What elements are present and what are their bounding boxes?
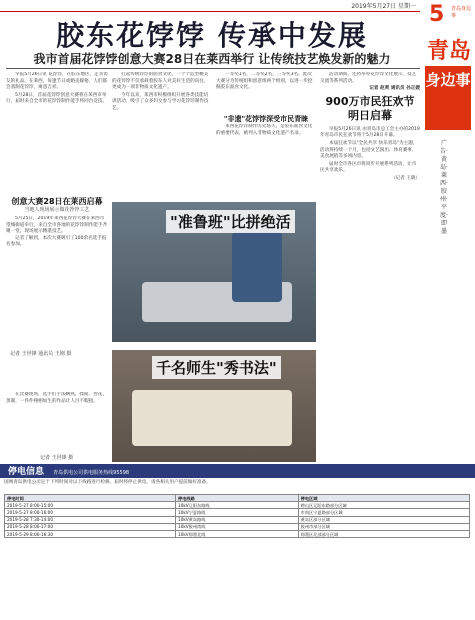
photo-craftsman bbox=[112, 202, 316, 342]
table-cell: 即墨区北部部分区域 bbox=[298, 531, 469, 538]
main-subheadline: 我市首届花饽饽创意大赛28日在莱西举行 让传统技艺焕发新的魅力 bbox=[33, 52, 391, 66]
table-cell: 2019-5-27 8:00-16:00 bbox=[5, 509, 176, 516]
table-cell: 10kV胶州湾线 bbox=[176, 523, 299, 530]
outage-table bbox=[4, 494, 470, 538]
table-cell: 2019-5-28 8:00-17:00 bbox=[5, 523, 176, 530]
table-cell: 市南区宁夏路部分区域 bbox=[298, 509, 469, 516]
table-row bbox=[5, 502, 470, 509]
paragraph: 5月28日，首届花饽饽创意大赛将在莱西市举行，届时来自全市的花饽饽制作能手将同台竞技。 bbox=[6, 92, 108, 105]
article-column-1c bbox=[6, 392, 108, 462]
paragraph: 本届狂欢节以"全民共享 快乐青岛"为主题，活动将持续一个月，包括文艺演出、体育赛事、美食展销等多项内容。 bbox=[320, 140, 418, 160]
paragraph: 记者了解到，本次大赛吸引了100余名选手报名参加。 bbox=[6, 235, 107, 248]
column-header: 停电线路 bbox=[176, 495, 299, 502]
article-column-4 bbox=[320, 72, 420, 402]
table-cell: 黄岛区部分区域 bbox=[298, 516, 469, 523]
paragraph: 今年以来，莱西市积极组织开展各类技能培训活动，吸引了众多妇女参与学习花饽饽制作技艺。 bbox=[112, 92, 209, 111]
photo-byline: 记者 王世锋 摄 bbox=[40, 455, 74, 461]
table-cell: 10kV即墨北线 bbox=[176, 531, 299, 538]
column-header: 停电区域 bbox=[298, 495, 469, 502]
section-brand: 青岛 bbox=[427, 39, 472, 64]
table-row bbox=[5, 523, 470, 530]
divider bbox=[6, 68, 420, 69]
subsection-subheading: 当地人现场展示做花饽饽工艺 bbox=[24, 207, 90, 213]
paragraph: 打起传统饽饽的面食文化，一个个造型精美的花饽饽不仅承载着胶东人对美好生活的向往，更成为一项非物质文化遗产。 bbox=[112, 72, 209, 91]
column-header: 停电时间 bbox=[5, 495, 176, 502]
page-header bbox=[0, 0, 420, 12]
paragraph: 早报5月26日讯 由青岛市总工会主办的2019年青岛市民狂欢节将于5月28日开幕。 bbox=[320, 126, 420, 139]
subsection-heading: 创意大赛28日在莱西启幕 bbox=[11, 197, 103, 206]
table-cell: 10kV宁夏路线 bbox=[176, 509, 299, 516]
photo-caption: "准鲁班"比拼绝活 bbox=[166, 210, 295, 233]
table-cell: 2019-5-27 8:00-15:00 bbox=[5, 502, 176, 509]
power-outage-notice bbox=[0, 464, 475, 620]
issue-date: 2019年5月27日 星期一 bbox=[351, 3, 416, 10]
table-row bbox=[5, 509, 470, 516]
article-headline: 900万市民狂欢节 明日启幕 bbox=[325, 94, 415, 122]
paragraph: 早报5月26日讯 花饽饽，在胶东地区，走亲访友的礼品。在莱西，每逢节日或婚丧嫁娶，人们都会蒸制花饽饽，寓意吉祥。 bbox=[6, 72, 108, 91]
article-byline: 记者 赵爽 通讯员 孙正媛 bbox=[369, 86, 420, 92]
table-cell: 胶州市部分区域 bbox=[298, 523, 469, 530]
paragraph: 届时全市各区市将同步开展系列活动，让市民共享欢乐。 bbox=[320, 161, 417, 174]
table-cell: 10kV辽阳东路线 bbox=[176, 502, 299, 509]
table-cell: 崂山区辽阳东路部分区域 bbox=[298, 502, 469, 509]
section-tag: 青岛身边事 bbox=[451, 6, 472, 19]
table-row bbox=[5, 531, 470, 538]
paragraph: 在比赛现场，选手们手法娴熟，揉面、捏花、蒸制，一件件栩栩如生的作品让人目不暇接。 bbox=[6, 392, 107, 404]
photo-byline: 记者 王世锋 通讯员 王刚 摄 bbox=[10, 351, 72, 357]
notice-title-bar bbox=[0, 466, 475, 478]
table-cell: 10kV黄岛路线 bbox=[176, 516, 299, 523]
table-row bbox=[5, 516, 470, 523]
table-header-row bbox=[5, 495, 470, 502]
paragraph: 莱西花饽饽制作历史悠久，是胶东面食文化的重要代表，被列入非物质文化遗产名录。 bbox=[216, 124, 313, 136]
article-byline: （记者 王晓） bbox=[390, 175, 420, 181]
article-column-3b bbox=[216, 124, 316, 200]
photo-paper bbox=[132, 390, 292, 446]
notice-note: 青岛供电公司供电服务热线95598 bbox=[53, 470, 130, 476]
section-sidebar bbox=[421, 0, 475, 420]
photo-calligraphy bbox=[112, 350, 316, 462]
section-subtitle: 广告·黄岛·莱西·胶州·平度·即墨 bbox=[440, 140, 448, 235]
section-title: 身边事 bbox=[425, 66, 471, 130]
article-column-1b bbox=[6, 216, 108, 346]
paragraph: 活动期间，还将举办花饽饽文化展示、技艺交流等系列活动。 bbox=[320, 72, 417, 84]
photo-caption: 千名师生"秀书法" bbox=[152, 356, 281, 379]
paragraph: 一等奖1名，二等奖2名，三等奖3名。此次大赛分为传统组和创意组两个组别，以进一步挖掘胶东面食文化。 bbox=[216, 72, 313, 91]
main-headline: 胶东花饽饽 传承中发展 bbox=[56, 19, 368, 52]
article-column-1 bbox=[6, 72, 108, 192]
notice-title: 停电信息 bbox=[8, 467, 45, 477]
notice-intro: 国网青岛供电公司定于下列时间对以下线路进行检修，届时将停止供电，请各相关用户提前做好准备。 bbox=[4, 480, 211, 485]
subsection-heading: "非遗"花饽饽深受市民青睐 bbox=[223, 115, 309, 123]
page-number: 5 bbox=[429, 2, 445, 27]
photo-person bbox=[232, 232, 282, 302]
article-column-2 bbox=[112, 72, 212, 202]
table-cell: 2019-5-28 7:30-14:00 bbox=[5, 516, 176, 523]
table-cell: 2019-5-29 8:00-16:30 bbox=[5, 531, 176, 538]
paragraph: 5月25日，2019年莱西花饽饽大赛在莱西市望城街道举行。来自全市各地的花饽饽制作能手齐聚一堂，现场展示精湛技艺。 bbox=[6, 216, 108, 235]
